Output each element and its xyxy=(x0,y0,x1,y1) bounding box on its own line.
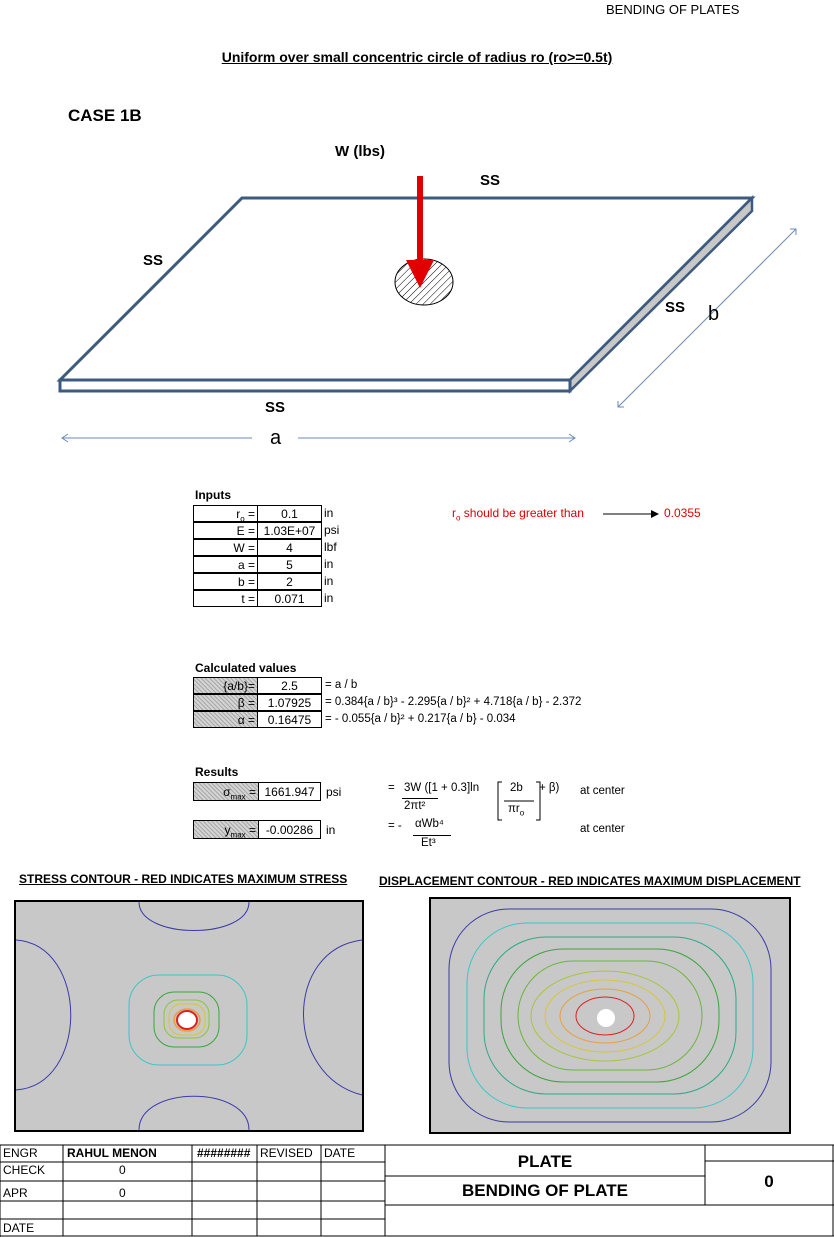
input-unit: psi xyxy=(324,523,340,537)
inputs-heading: Inputs xyxy=(195,488,231,502)
calc-alpha: 0.16475 xyxy=(257,711,322,728)
input-key-t: t = xyxy=(193,590,258,607)
input-key-e: E = xyxy=(193,522,258,539)
plate-diagram xyxy=(0,140,834,460)
input-t[interactable]: 0.071 xyxy=(257,590,322,607)
tb-plate-title: PLATE xyxy=(517,1152,573,1171)
sigma-formula-num: 3W ([1 + 0.3]ln xyxy=(404,782,480,794)
ro-min-value: 0.0355 xyxy=(664,506,701,520)
ro-warning-note: $r_o$ should be greater than xyxy=(452,506,584,523)
page-title: Uniform over small concentric circle of radius ro (ro>=0.5t) xyxy=(221,49,613,65)
tb-engr-label: ENGR xyxy=(3,1146,38,1160)
calc-beta: 1.07925 xyxy=(257,694,322,711)
sigma-formula-den: 2πt² xyxy=(404,800,426,812)
input-key-ro: $r_o$ = xyxy=(193,505,258,522)
calc-key-ab: {a/b}= xyxy=(193,677,258,694)
tb-apr-value: 0 xyxy=(119,1186,126,1200)
tb-date-value: ######## xyxy=(197,1146,251,1160)
header-label: BENDING OF PLATES xyxy=(606,2,740,17)
result-unit: psi xyxy=(326,785,342,799)
tb-revised-label: REVISED xyxy=(260,1146,313,1160)
input-w[interactable]: 4 xyxy=(257,539,322,556)
y-location: at center xyxy=(580,823,625,835)
calc-formula: = 0.384{a / b}³ - 2.295{a / b}² + 4.718{a / b} - 2.372 xyxy=(325,696,582,708)
arrow-right-icon xyxy=(603,508,659,520)
input-a[interactable]: 5 xyxy=(257,556,322,573)
stress-contour-plot xyxy=(14,900,364,1132)
result-key-sigma: $\sigma_{max}$ = xyxy=(193,782,259,801)
sigma-formula-eq: = xyxy=(388,782,395,794)
input-unit: in xyxy=(324,591,334,605)
displacement-contour-plot xyxy=(429,897,791,1134)
sigma-location: at center xyxy=(580,785,625,797)
tb-engr-name: RAHUL MENON xyxy=(67,1146,157,1160)
load-label: W (lbs) xyxy=(335,143,385,160)
sigma-fraction-bar xyxy=(402,798,438,799)
input-ro[interactable]: 0.1 xyxy=(257,505,322,522)
tb-apr-label: APR xyxy=(3,1186,28,1200)
sigma-formula-tail: + β) xyxy=(539,782,560,794)
edge-label-top: SS xyxy=(480,172,501,189)
tb-date-row-label: DATE xyxy=(3,1221,35,1235)
case-label: CASE 1B xyxy=(68,106,142,125)
plate-front xyxy=(60,380,570,391)
result-y: -0.00286 xyxy=(258,820,321,839)
tb-date-label: DATE xyxy=(324,1146,356,1160)
result-unit: in xyxy=(326,823,336,837)
dim-a-label: a xyxy=(270,427,282,449)
input-key-b: b = xyxy=(193,573,258,590)
result-key-y: $y_{max}$ = xyxy=(193,820,259,839)
result-sigma: 1661.947 xyxy=(258,782,321,801)
tb-check-label: CHECK xyxy=(3,1163,46,1177)
calc-key-beta: β = xyxy=(193,694,258,711)
sigma-inner-num: 2b xyxy=(510,782,523,794)
edge-label-bottom: SS xyxy=(265,399,286,416)
input-key-a: a = xyxy=(193,556,258,573)
tb-revision-number: 0 xyxy=(764,1172,774,1191)
displacement-contour-title: DISPLACEMENT CONTOUR - RED INDICATES MAXIMUM DISPLACEMENT xyxy=(379,874,801,888)
results-heading: Results xyxy=(195,765,239,779)
calc-formula: = - 0.055{a / b}² + 0.217{a / b} - 0.034 xyxy=(325,713,516,725)
edge-label-left: SS xyxy=(143,252,164,269)
input-b[interactable]: 2 xyxy=(257,573,322,590)
y-formula-den: Et³ xyxy=(421,837,436,849)
input-unit: in xyxy=(324,557,334,571)
edge-label-right: SS xyxy=(665,299,686,316)
dim-b-label: b xyxy=(708,303,720,325)
input-unit: in xyxy=(324,506,334,520)
calc-key-alpha: α = xyxy=(193,711,258,728)
input-unit: in xyxy=(324,574,334,588)
input-unit: lbf xyxy=(324,540,337,554)
y-formula-num: αWb⁴ xyxy=(415,818,444,830)
y-fraction-bar xyxy=(413,835,451,836)
input-e[interactable]: 1.03E+07 xyxy=(257,522,322,539)
tb-bending-title: BENDING OF PLATE xyxy=(462,1181,628,1200)
y-formula-eq: = - xyxy=(388,820,402,832)
calc-ab: 2.5 xyxy=(257,677,322,694)
stress-contour-title: STRESS CONTOUR - RED INDICATES MAXIMUM STRESS xyxy=(19,872,348,886)
calculated-heading: Calculated values xyxy=(195,661,297,675)
tb-check-value: 0 xyxy=(119,1163,126,1177)
input-key-w: W = xyxy=(193,539,258,556)
sigma-inner-den: $\pi r_o$ xyxy=(508,803,525,818)
calc-formula: = a / b xyxy=(325,679,358,691)
